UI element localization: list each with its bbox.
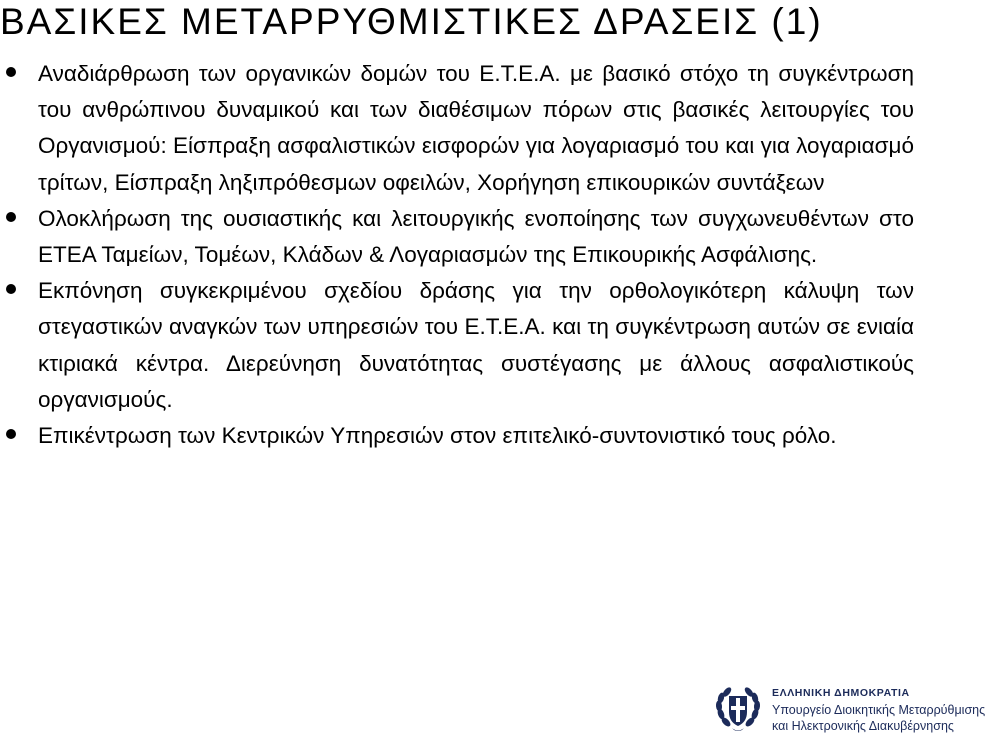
- bullet-dot-icon: [6, 212, 16, 222]
- bullet-text: Επικέντρωση των Κεντρικών Υπηρεσιών στον επιτελικό-συντονιστικό τους ρόλο.: [38, 423, 837, 449]
- bullet-item: [0, 273, 914, 418]
- bullet-dot-icon: [6, 67, 16, 77]
- bullet-item: [0, 56, 914, 201]
- slide-title: ΒΑΣΙΚΕΣ ΜΕΤΑΡΡΥΘΜΙΣΤΙΚΕΣ ΔΡΑΣΕΙΣ (1): [0, 1, 823, 42]
- bullet-dot-icon: [6, 284, 16, 294]
- bullet-list: [0, 56, 914, 454]
- bullet-dot-icon: [6, 429, 16, 439]
- greek-state-emblem-icon: [712, 684, 764, 736]
- ministry-name-line1: Υπουργείο Διοικητικής Μεταρρύθμισης: [772, 702, 985, 717]
- ministry-name-line2: και Ηλεκτρονικής Διακυβέρνησης: [772, 718, 954, 733]
- ministry-footer: [712, 684, 985, 736]
- bullet-text: Αναδιάρθρωση των οργανικών δομών του Ε.Τ.Ε.Α. με βασικό στόχο τη συγκέντρωση του ανθρώπινου δυναμικού και των διαθέσιμων πόρων στις βασικές λειτουργίες του Οργανισμού: Είσπραξη ασφαλιστικών εισφορών για λογαριασμό του και για λογαριασμό τρίτων, Είσπραξη ληξιπρόθεσμων οφειλών, Χορήγηση επικουρικών συντάξεων: [38, 61, 914, 195]
- bullet-item: [0, 201, 914, 273]
- ministry-text: [772, 687, 985, 734]
- bullet-item: [0, 418, 914, 454]
- bullet-text: Ολοκλήρωση της ουσιαστικής και λειτουργικής ενοποίησης των συγχωνευθέντων στο ΕΤΕΑ Ταμείων, Τομέων, Κλάδων & Λογαριασμών της Επικουρικής Ασφάλισης.: [38, 205, 914, 268]
- country-label: ΕΛΛΗΝΙΚΗ ΔΗΜΟΚΡΑΤΙΑ: [772, 686, 910, 699]
- bullet-text: Εκπόνηση συγκεκριμένου σχεδίου δράσης για την ορθολογικότερη κάλυψη των στεγαστικών αναγκών των υπηρεσιών του Ε.Τ.Ε.Α. και τη συγκέντρωση αυτών σε ενιαία κτιριακά κέντρα. Διερεύνηση δυνατότητας συστέγασης με άλλους ασφαλιστικούς οργανισμούς.: [38, 278, 914, 412]
